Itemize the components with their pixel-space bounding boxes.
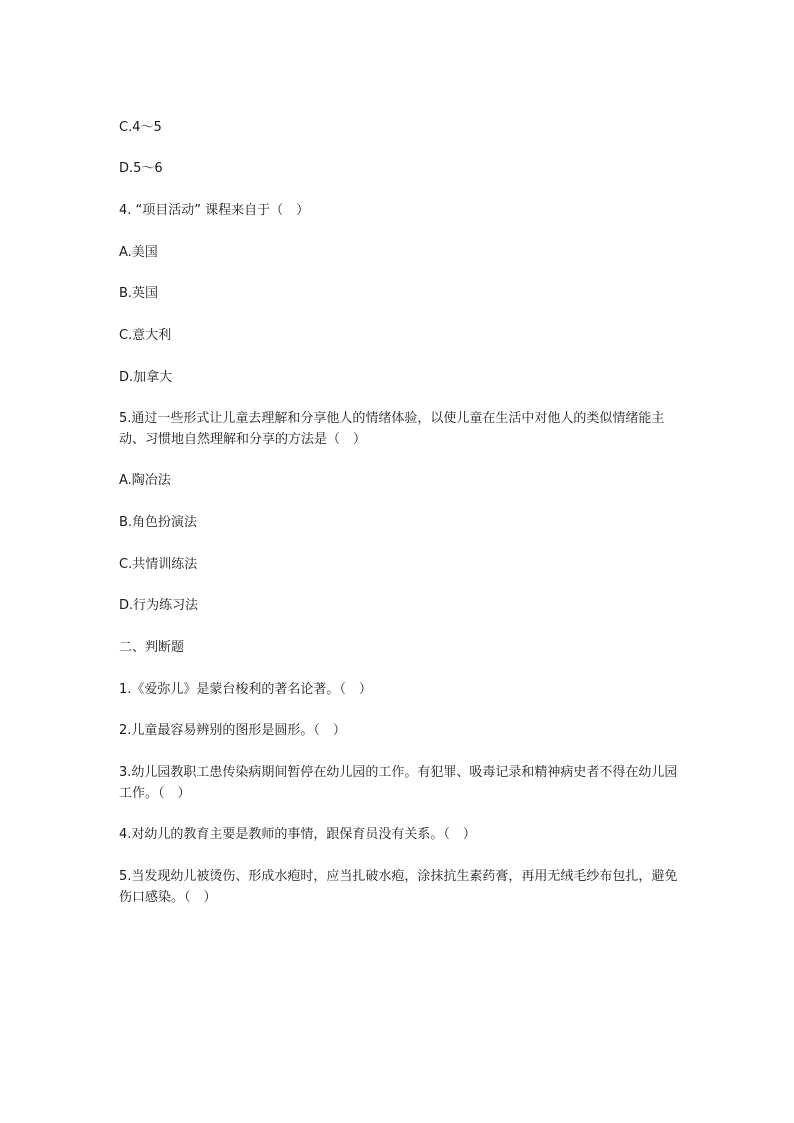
option-c-q5: C.共情训练法 bbox=[119, 557, 198, 572]
option-d-q3: D.5～6 bbox=[119, 161, 163, 176]
option-d-q5: D.行为练习法 bbox=[119, 598, 199, 613]
option-b-q4: B.英国 bbox=[119, 286, 159, 301]
option-b-q5: B.角色扮演法 bbox=[119, 515, 198, 530]
judgement-4: 4.对幼儿的教育主要是教师的事情，跟保育员没有关系。（ ） bbox=[119, 827, 476, 842]
option-c-q4: C.意大利 bbox=[119, 328, 172, 343]
option-a-q4: A.美国 bbox=[119, 245, 158, 260]
option-a-q5: A.陶冶法 bbox=[119, 473, 171, 488]
section-heading-judgement: 二、判断题 bbox=[119, 640, 185, 655]
option-d-q4: D.加拿大 bbox=[119, 370, 173, 385]
question-5: 5.通过一些形式让儿童去理解和分享他人的情绪体验，以使儿童在生活中对他人的类似情绪能主动、习惯地自然理解和分享的方法是（ ） bbox=[119, 411, 665, 447]
judgement-2: 2.儿童最容易辨别的图形是圆形。（ ） bbox=[119, 723, 346, 738]
question-4: 4. “项目活动” 课程来自于（ ） bbox=[119, 203, 310, 218]
judgement-3: 3.幼儿园教职工患传染病期间暂停在幼儿园的工作。有犯罪、吸毒记录和精神病史者不得在幼儿园工作。（ ） bbox=[119, 765, 678, 801]
option-c-q3: C.4～5 bbox=[119, 120, 162, 135]
judgement-5: 5.当发现幼儿被烫伤、形成水疱时，应当扎破水疱，涂抹抗生素药膏，再用无绒毛纱布包扎，避免伤口感染。（ ） bbox=[119, 869, 678, 905]
judgement-1: 1.《爱弥儿》是蒙台梭利的著名论著。（ ） bbox=[119, 682, 372, 697]
